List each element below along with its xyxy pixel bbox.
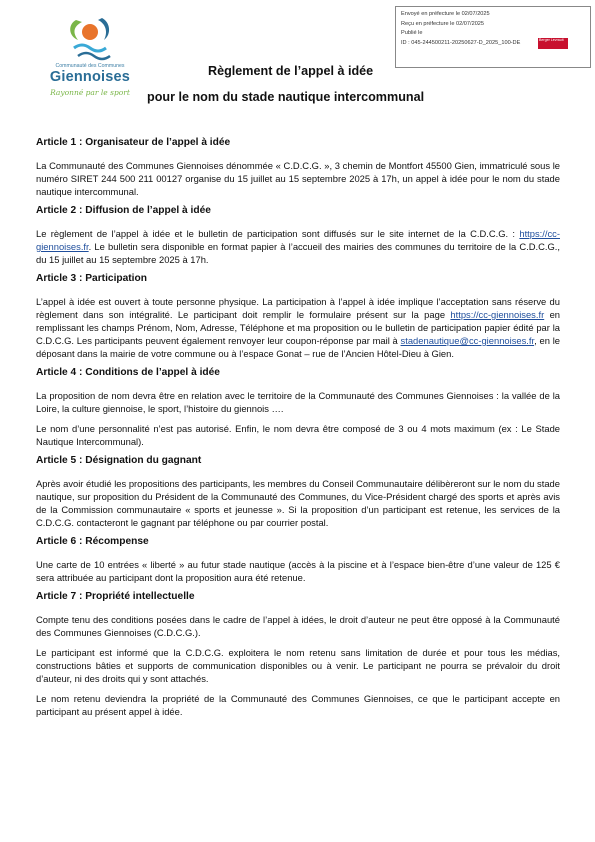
article-6-paragraph: Une carte de 10 entrées « liberté » au futur stade nautique (accès à la piscine et à l’espace bien-être d’une valeur de 125 € sera attribuée au participant dont la proposition aura été retenue. bbox=[36, 559, 560, 583]
article-4-paragraph-1: La proposition de nom devra être en relation avec le territoire de la Communauté des Communes Giennoises : la vallée de la Loire, la culture giennoise, le sport, l’histoire du giennois …. bbox=[36, 390, 560, 414]
logo-slogan: Rayonné par le sport bbox=[50, 88, 130, 97]
document-body bbox=[36, 137, 560, 725]
article-5-title: Article 5 : Désignation du gagnant bbox=[36, 455, 202, 466]
article-6-title: Article 6 : Récompense bbox=[36, 536, 149, 547]
email-link[interactable]: stadenautique@cc-giennoises.fr bbox=[400, 335, 535, 346]
website-link-2[interactable]: https://cc-giennoises.fr bbox=[450, 309, 545, 320]
article-1-title: Article 1 : Organisateur de l’appel à idée bbox=[36, 137, 231, 148]
article-7-title: Article 7 : Propriété intellectuelle bbox=[36, 591, 195, 602]
article-3-text-b: en remplissant les champs Prénom, Nom, Adresse, Téléphone et ma proposition ou le bulletin de participation papier édité par la C.D.C.G. Les participants peuvent également renvoyer leur coupon-réponse par mail à bbox=[36, 309, 560, 346]
article-7-paragraph-3: Le nom retenu deviendra la propriété de la Communauté des Communes Giennoises, ce que le participant accepte en participant au présent appel à idée. bbox=[36, 693, 560, 717]
prefecture-stamp bbox=[395, 6, 591, 68]
cdcg-logo bbox=[38, 10, 142, 108]
berger-levrault-logo: Berger Levrault bbox=[538, 38, 568, 49]
logo-name: Giennoises bbox=[49, 69, 131, 85]
article-3-paragraph bbox=[36, 295, 560, 360]
document-title: Règlement de l’appel à idée bbox=[208, 64, 374, 78]
stamp-sent-date: Envoyé en préfecture le 02/07/2025 bbox=[401, 11, 490, 17]
stamp-published: Publié le bbox=[401, 30, 423, 37]
article-7-paragraph-1: Compte tenu des conditions posées dans le cadre de l’appel à idées, le droit d’auteur ne peut être opposé à la Communauté des Communes Giennoises (C.D.C.G.). bbox=[36, 614, 560, 638]
document-subtitle: pour le nom du stade nautique intercommunal bbox=[147, 90, 425, 104]
logo-org-label: Communauté des Communes bbox=[55, 63, 125, 69]
website-link[interactable]: https://cc-giennoises.fr bbox=[36, 228, 560, 252]
article-1-paragraph: La Communauté des Communes Giennoises dénommée « C.D.C.G. », 3 chemin de Montfort 45500 Gien, immatriculé sous le numéro SIRET 244 500 211 00127 organise du 15 juillet au 15 septembre 2025 à 17h, un appel à idée pour le nom du stade nautique intercommunal. bbox=[36, 160, 560, 197]
article-2-title: Article 2 : Diffusion de l’appel à idée bbox=[36, 205, 211, 216]
stamp-received-date: Reçu en préfecture le 02/07/2025 bbox=[401, 20, 485, 27]
article-7-paragraph-2: Le participant est informé que la C.D.C.G. exploitera le nom retenu sans limitation de durée et pour tous les médias, constructions bâties et supports de communication disponibles ou à venir. Le participant ne pourra se prévaloir du droit d’auteur, ni des droits qui y sont attachés. bbox=[36, 647, 560, 684]
article-2-text-a: Le règlement de l’appel à idée et le bulletin de participation sont diffusés sur le site internet de la C.D.C.G. : bbox=[36, 228, 520, 239]
stamp-id: ID : 045-244500211-20250627-D_2025_100-DE bbox=[401, 39, 521, 46]
article-3-text-a: L’appel à idée est ouvert à toute personne physique. La participation à l’appel à idée implique l’acceptation sans réserve du règlement dans son intégralité. Le participant doit remplir le formulaire présent sur la page bbox=[36, 296, 560, 320]
swimmer-emblem-icon bbox=[38, 10, 142, 64]
article-2-text-b: . Le bulletin sera disponible en format papier à l’accueil des mairies des communes du territoire de la C.D.C.G., du 15 juillet au 15 septembre 2025 à 17h. bbox=[36, 241, 560, 265]
article-4-title: Article 4 : Conditions de l’appel à idée bbox=[36, 367, 220, 378]
article-3-text-c: , en le déposant dans la mairie de votre commune ou à l’espace Gonat – rue de l’Ancien Hôtel-Dieu à Gien. bbox=[36, 335, 560, 359]
article-3-title: Article 3 : Participation bbox=[36, 273, 147, 284]
article-2-paragraph bbox=[36, 227, 560, 266]
article-5-paragraph: Après avoir étudié les propositions des participants, les membres du Conseil Communautaire délibèreront sur le nom du stade nautique, sur proposition du Président de la Communauté des Communes, du Vice-Président chargé des sports et après avis de la Commission communautaire « sports et jeunesse ». Si la proposition d’un participant est retenue, les services de la C.D.C.G. contacteront le gagnant par téléphone ou par courrier postal. bbox=[36, 478, 560, 528]
article-4-paragraph-2: Le nom d’une personnalité n’est pas autorisé. Enfin, le nom devra être composé de 3 ou 4 mots maximum (ex : Le Stade Nautique Intercommunal). bbox=[36, 423, 560, 447]
